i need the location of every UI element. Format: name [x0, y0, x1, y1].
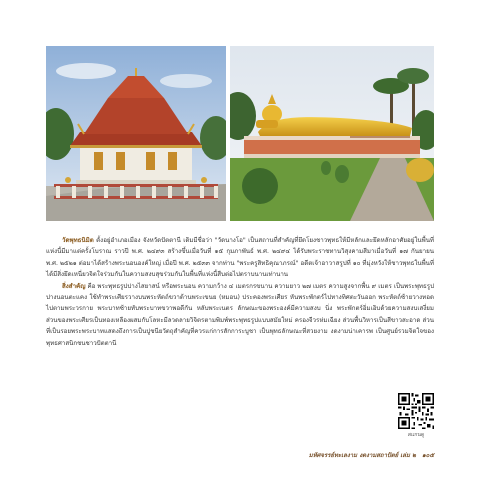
article-body [46, 235, 434, 349]
paragraph-text: ตั้งอยู่อำเภอเมือง จังหวัดปัตตานี เดิมมีชื่อว่า "วัดนางโอ" เป็นสถานที่สำคัญที่ยึดโยงชาวพุทธให้มีหลักและยึดหลักอาศัยอยู่ในพื้นที่แห่งนี้มีมาแต่ครั้งโบราณ ราวปี พ.ศ. ๒๔๙๓ สร้างขึ้นเมื่อวันที่ ๑๕ กุมภาพันธ์ พ.ศ. ๒๔๙๔ ได้รับพระราชทานวิสุงคามสีมาเมื่อวันที่ ๑๗ กันยายน พ.ศ. ๒๕๒๑ ต่อมาได้สร้างพระนอนองค์ใหญ่ เมื่อปี พ.ศ. ๒๕๓๓ จากท่าน "พระครูสิทธิคุณาภรณ์" อดีตเจ้าอาวาสรูปที่ ๑๐ ที่มุ่งหวังให้ชาวพุทธในพื้นที่ได้มีสิ่งยึดเหนี่ยวจิตใจร่วมกันในความสงบสุขร่วมกันในพื้นที่แห่งนี้สืบต่อไปตราบนานเท่านาน [46, 237, 434, 279]
page-footer [200, 450, 434, 460]
page-number: ๑๐๕ [421, 452, 434, 459]
qr-code-block [398, 393, 434, 439]
paragraph-highlight [46, 281, 434, 349]
paragraph-text: คือ พระพุทธรูปปางไสยาสน์ หรือพระนอน ความกว้าง ๔ เมตรกรขนาน ความยาว ๒๗ เมตร ความสูงจากพื้น ๙ เมตร เป็นพระพุทธรูปปางนอนตะแคง ใช้ทำพระเศียรวางบนพระหัตถ์ขวาด้านพระเขนย (หมอน) ประคองพระเศียร หันพระพักตร์ไปทางทิศตะวันออก พระหัตถ์ซ้ายวางทอดไปตามพระวรกาย พระบาทซ้ายทับพระบาทขวาพอดีกัน หลับพระเนตร ลักษณะของพระองค์มีความสงบ นิ่ง พระพักตร์อิ่มเอิบด้วยความสงบเสงี่ยม ส่วนของพระเศียรเป็นทองเหลืองผสมกับโลหะมีลวดลายวิจิตรตามพิมพ์พระพุทธรูปแบบสมัยใหม่ ครองจีวรห่มเฉียง ส่วนพื้นวิหารเป็นสีขาวสะอาด ส่วนที่เป็นรอยพระพระบาทแสดงถึงการเป็นปูชนียวัตถุสำคัญที่ควรแก่การสักการะบูชา เป็นพุทธลักษณะที่สวยงาม งดงามน่าเคารพ เป็นศูนย์รวมจิตใจของพุทธศาสนิกชนชาวปัตตานี [46, 282, 435, 347]
highlight-label: สิ่งสำคัญ [62, 282, 86, 290]
qr-code-icon [398, 393, 434, 429]
book-title: มหัศจรรย์ทะเลงาม งดงามสถาปัตย์ เล่ม ๒ [308, 452, 416, 459]
temple-ubosot-photo [46, 46, 226, 221]
paragraph-history [46, 235, 434, 281]
temple-name: วัดพุทธนิมิต [62, 237, 94, 244]
reclining-buddha-photo [230, 46, 434, 221]
qr-caption: สแกนดู [407, 432, 425, 438]
